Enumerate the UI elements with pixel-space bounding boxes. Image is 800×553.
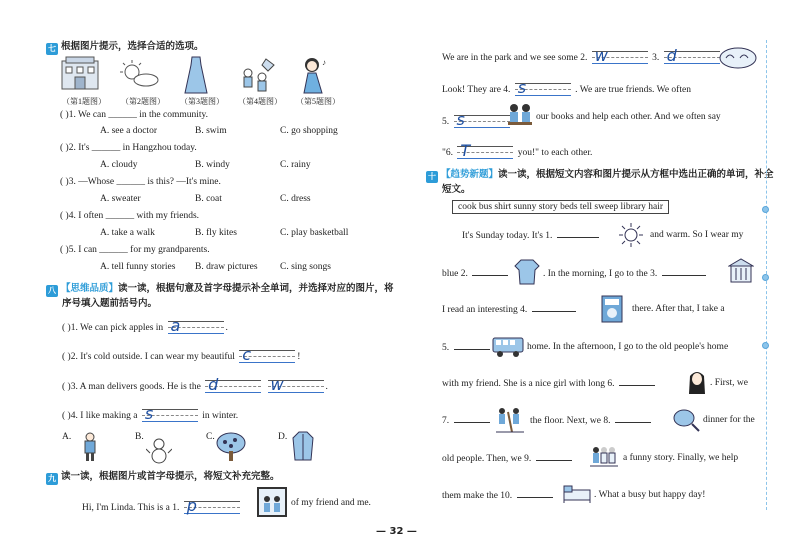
caption-4: （第4题图） [238, 97, 282, 106]
sun-icon [618, 222, 644, 248]
answer-blank[interactable] [662, 268, 706, 276]
section-title: 根据图片提示，选择合适的选项。 [61, 41, 204, 52]
passage-9-line-2: We are in the park and we see some 2. w 3. d [442, 48, 722, 68]
option-a[interactable]: A. sweater [100, 194, 141, 204]
option-c[interactable]: C. rainy [280, 160, 311, 170]
margin-dot [762, 274, 769, 281]
passage-9-line-1: Hi, I'm Linda. This is a 1. p [82, 498, 242, 518]
question-8-3: ( )3. A man delivers goods. He is the d w . [62, 377, 328, 397]
question-8-2: ( )2. It's cold outside. I can wear my beautiful c ! [62, 347, 300, 367]
passage-10-line-2-end: . In the morning, I go to the 3. [543, 268, 708, 279]
word-blank[interactable]: p [184, 498, 240, 518]
option-b[interactable]: B. fly kites [195, 228, 237, 238]
kids-sharing-books-image [506, 102, 534, 130]
margin-dot [762, 342, 769, 349]
passage-10-line-3: I read an interesting 4. [442, 304, 578, 315]
storybook-image [600, 294, 624, 324]
passage-10-line-5: with my friend. She is a nice girl with long 6. [442, 378, 657, 389]
caption-1: （第1题图） [62, 97, 106, 106]
option-a[interactable]: A. take a walk [100, 228, 155, 238]
section-badge: 七 [48, 44, 56, 53]
svg-text:♪: ♪ [322, 58, 326, 67]
kids-sweeping-image [494, 406, 526, 434]
passage-10-line-8-end: . What a busy but happy day! [594, 490, 706, 500]
snowman-image [146, 436, 172, 464]
coat-image [292, 430, 314, 462]
option-b[interactable]: B. windy [195, 160, 230, 170]
passage-10-line-4: 5. [442, 342, 492, 353]
shirt-image [514, 258, 540, 286]
answer-blank[interactable] [454, 342, 490, 350]
question-7-4: ( )4. I often ______ with my friends. [60, 211, 200, 221]
option-label-a: A. [62, 432, 72, 442]
section-9-header [46, 468, 280, 485]
word-blank[interactable]: w [592, 48, 648, 68]
passage-9-line-3: Look! They are 4. s . We are true friends. We often [442, 80, 691, 100]
option-a[interactable]: A. cloudy [100, 160, 138, 170]
passage-10-line-4-end: home. In the afternoon, I go to the old people's home [527, 342, 729, 352]
answer-blank[interactable] [454, 415, 490, 423]
word-blank[interactable]: s [142, 406, 198, 426]
word-blank[interactable]: T [457, 143, 513, 163]
passage-9-line-4: 5. s [442, 112, 512, 132]
bed-image [562, 482, 592, 504]
section-title: 读一读，根据句意及首字母提示补全单词，并选择对应的图片，将 [118, 283, 394, 294]
library-building-image [728, 258, 754, 284]
section-8-header-cont: 序号填入题前括号内。 [62, 298, 158, 309]
passage-9-line-1-end: of my friend and me. [291, 498, 371, 508]
sun-cloud-image [120, 60, 160, 90]
option-label-d: D. [278, 432, 288, 442]
passage-10-line-1-end: and warm. So I wear my [650, 230, 744, 240]
passage-10-line-5-end: . First, we [710, 378, 748, 388]
passage-10-line-6-end: dinner for the [703, 415, 755, 425]
section-badge: 九 [48, 474, 56, 483]
passage-10-line-8: them make the 10. [442, 490, 555, 501]
section-7-header [46, 38, 204, 55]
option-b[interactable]: B. swim [195, 126, 227, 136]
word-blank[interactable]: a [168, 318, 224, 338]
question-8-1: ( )1. We can pick apples in a . [62, 318, 228, 338]
passage-9-line-4-end: our books and help each other. And we often say [536, 112, 721, 122]
passage-9-line-5: "6. T you!" to each other. [442, 143, 592, 163]
passage-10-line-7: old people. Then, we 9. [442, 453, 574, 464]
section-10-header [426, 166, 774, 183]
caption-5: （第5题图） [296, 97, 340, 106]
option-c[interactable]: C. go shopping [280, 126, 338, 136]
passage-10-line-2: blue 2. [442, 268, 510, 279]
passage-10-line-3-end: there. After that, I take a [632, 304, 725, 314]
word-blank[interactable]: w [268, 377, 324, 397]
kids-flying-kites-image [238, 57, 278, 93]
answer-blank[interactable] [615, 415, 651, 423]
option-c[interactable]: C. play basketball [280, 228, 349, 238]
community-building-image [60, 55, 100, 93]
answer-blank[interactable] [532, 304, 576, 312]
telling-story-image [588, 444, 620, 470]
word-blank[interactable]: d [664, 48, 720, 68]
page-number: — 32 — [376, 526, 417, 537]
margin-dot [762, 206, 769, 213]
photo-frame-image [257, 487, 287, 517]
answer-blank[interactable] [536, 453, 572, 461]
question-7-1: ( )1. We can ______ in the community. [60, 110, 209, 120]
section-10-header-cont: 短文。 [442, 184, 471, 195]
section-tag: 【趋势新题】 [441, 169, 499, 180]
section-badge: 八 [48, 286, 56, 295]
passage-10-line-6: 7. [442, 415, 492, 426]
answer-blank[interactable] [472, 268, 508, 276]
question-7-5: ( )5. I can ______ for my grandparents. [60, 245, 210, 255]
passage-10-line-7-end: a funny story. Finally, we help [623, 453, 739, 463]
word-blank[interactable]: d [205, 377, 261, 397]
passage-10-line-6-mid: the floor. Next, we 8. [530, 415, 653, 426]
option-c[interactable]: C. dress [280, 194, 311, 204]
caption-2: （第2题图） [121, 97, 165, 106]
section-badge: 十 [428, 172, 436, 181]
option-b[interactable]: B. draw pictures [195, 262, 258, 272]
apple-tree-image [215, 432, 247, 462]
dress-image [183, 55, 209, 95]
park-animals-image [718, 40, 758, 70]
option-b[interactable]: B. coat [195, 194, 222, 204]
option-label-c: C. [206, 432, 215, 442]
option-a[interactable]: A. tell funny stories [100, 262, 176, 272]
word-blank[interactable]: s [454, 112, 510, 132]
section-title: 读一读，根据图片或首字母提示，将短文补充完整。 [61, 471, 280, 482]
answer-blank[interactable] [557, 230, 599, 238]
passage-10-line-1: It's Sunday today. It's 1. [462, 230, 601, 241]
question-8-4: ( )4. I like making a s in winter. [62, 406, 238, 426]
question-7-3: ( )3. —Whose ______ is this? —It's mine. [60, 177, 221, 187]
word-blank[interactable]: s [515, 80, 571, 100]
cooking-pan-image [672, 406, 700, 432]
option-label-b: B. [135, 432, 144, 442]
word-bank: cook bus shirt sunny story beds tell sweep library hair [452, 200, 669, 214]
word-blank[interactable]: c [239, 347, 295, 367]
caption-3: （第3题图） [180, 97, 224, 106]
answer-blank[interactable] [517, 490, 553, 498]
section-title: 读一读，根据短文内容和图片提示从方框中选出正确的单词，补全 [498, 169, 774, 180]
option-a[interactable]: A. see a doctor [100, 126, 157, 136]
delivery-worker-image [80, 432, 100, 462]
girl-singing-image [298, 55, 332, 95]
option-c[interactable]: C. sing songs [280, 262, 331, 272]
section-tag: 【思维品质】 [61, 283, 119, 294]
answer-blank[interactable] [619, 378, 655, 386]
long-hair-girl-image [686, 368, 708, 396]
question-7-2: ( )2. It's ______ in Hangzhou today. [60, 143, 197, 153]
bus-image [492, 336, 524, 358]
